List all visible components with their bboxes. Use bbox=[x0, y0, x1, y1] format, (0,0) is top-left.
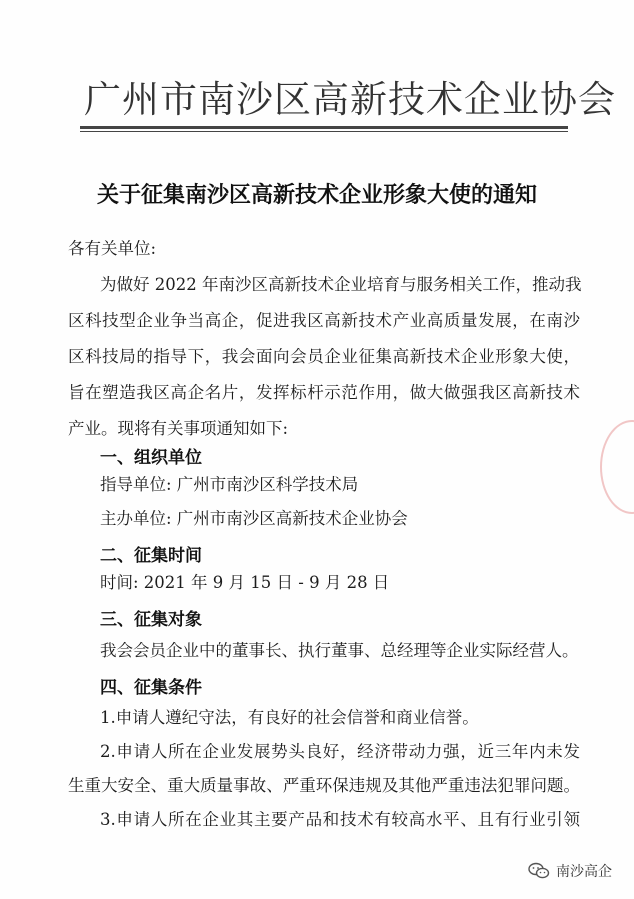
intro-line-4: 旨在塑造我区高企名片，发挥标杆示范作用，做大做强我区高新技术 bbox=[68, 383, 580, 402]
intro-line-5: 产业。现将有关事项通知如下: bbox=[68, 419, 289, 438]
condition-3-line-1: 3.申请人所在企业其主要产品和技术有较高水平、且有行业引领 bbox=[100, 810, 580, 829]
wechat-watermark bbox=[528, 861, 612, 881]
condition-1: 1.申请人遵纪守法，有良好的社会信誉和商业信誉。 bbox=[100, 708, 479, 727]
intro-line-3: 区科技局的指导下，我会面向会员企业征集高新技术企业形象大使， bbox=[68, 347, 580, 366]
salutation: 各有关单位: bbox=[68, 239, 157, 258]
wechat-icon bbox=[528, 862, 550, 880]
section-heading-time: 二、征集时间 bbox=[100, 546, 202, 566]
letterhead-rule-thin bbox=[80, 131, 568, 132]
section-heading-org: 一、组织单位 bbox=[100, 448, 202, 468]
condition-2-line-2: 生重大安全、重大质量事故、严重环保违规及其他严重违法犯罪问题。 bbox=[68, 776, 580, 795]
intro-line-1: 为做好 2022 年南沙区高新技术企业培育与服务相关工作，推动我 bbox=[100, 275, 582, 294]
guide-unit: 指导单位: 广州市南沙区科学技术局 bbox=[100, 475, 359, 494]
letterhead-rule-thick bbox=[80, 126, 568, 129]
section-heading-target: 三、征集对象 bbox=[100, 610, 202, 630]
notice-title: 关于征集南沙区高新技术企业形象大使的通知 bbox=[96, 183, 537, 208]
intro-line-2: 区科技型企业争当高企，促进我区高新技术产业高质量发展，在南沙 bbox=[68, 311, 580, 330]
time-value: 时间: 2021 年 9 月 15 日 - 9 月 28 日 bbox=[100, 573, 390, 592]
watermark-label: 南沙高企 bbox=[556, 864, 612, 880]
section-heading-conditions: 四、征集条件 bbox=[100, 678, 202, 698]
condition-2-line-1: 2.申请人所在企业发展势头良好，经济带动力强，近三年内未发 bbox=[100, 742, 580, 761]
red-seal-edge bbox=[600, 420, 634, 514]
target-value: 我会会员企业中的董事长、执行董事、总经理等企业实际经营人。 bbox=[100, 641, 579, 660]
letterhead: 广州市南沙区高新技术企业协会 bbox=[84, 78, 616, 121]
host-unit: 主办单位: 广州市南沙区高新技术企业协会 bbox=[100, 509, 408, 528]
